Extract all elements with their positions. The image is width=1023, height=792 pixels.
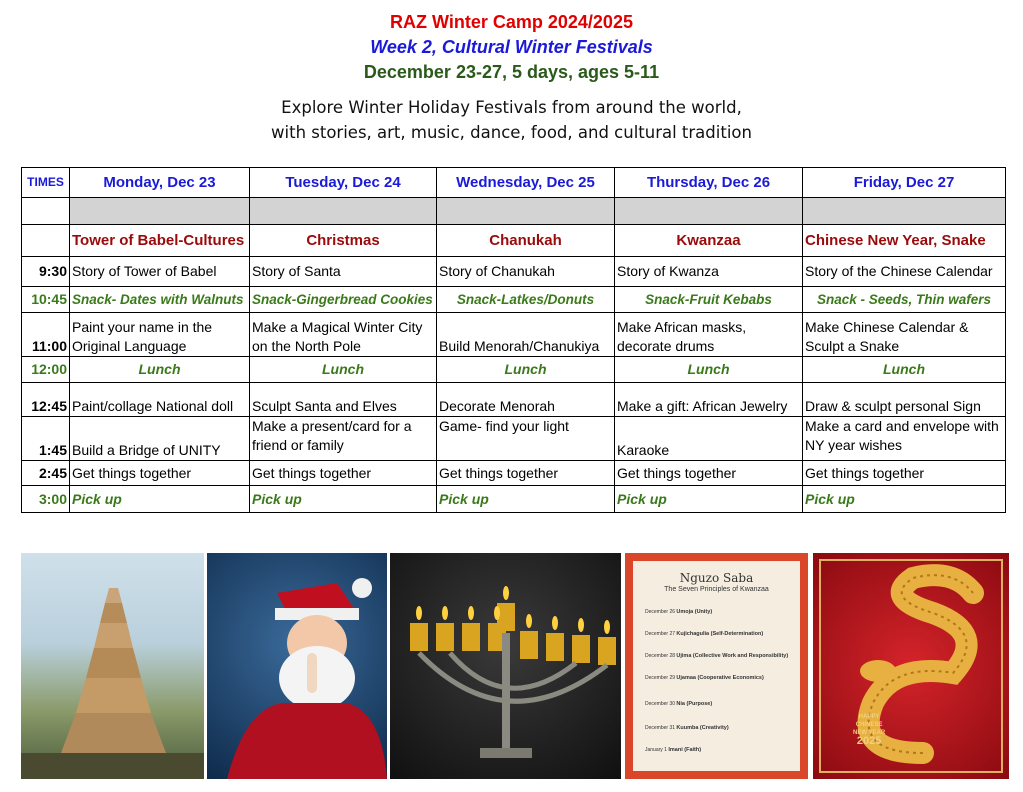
time-cell: 1:45 (22, 417, 70, 461)
times-header: TIMES (22, 168, 70, 198)
table-row (22, 461, 1006, 486)
snack-cell: Snack-Fruit Kebabs (615, 287, 803, 313)
spacer-cell (437, 198, 615, 225)
activity-cell: Decorate Menorah (437, 383, 615, 417)
activity-cell: Get things together (803, 461, 1006, 486)
snack-cell: Snack-Latkes/Donuts (437, 287, 615, 313)
spacer-cell (803, 198, 1006, 225)
tower-of-babel-image (21, 553, 204, 779)
snack-cell: Snack - Seeds, Thin wafers (803, 287, 1006, 313)
kwanzaa-date: January 1 (645, 747, 667, 753)
activity-cell: Make a gift: African Jewelry (615, 383, 803, 417)
lunch-cell: Lunch (70, 357, 250, 383)
snack-cell: Snack- Dates with Walnuts (70, 287, 250, 313)
kwanzaa-principle: Kujichagulia (Self-Determination) (676, 631, 764, 637)
ny-line: CHINESE (855, 722, 883, 728)
lunch-cell: Lunch (437, 357, 615, 383)
time-cell: 11:00 (22, 313, 70, 357)
ny-line: HAPPY (858, 714, 880, 720)
tower-illustration (21, 553, 204, 779)
activity-cell: Get things together (250, 461, 437, 486)
activity-cell: Story of Santa (250, 257, 437, 287)
activity-cell: Make a Magical Winter City on the North Pole (250, 313, 437, 357)
menorah-illustration (390, 553, 621, 779)
activity-cell: Get things together (437, 461, 615, 486)
time-cell: 2:45 (22, 461, 70, 486)
kwanzaa-principle: Ujima (Collective Work and Responsibility) (676, 653, 789, 659)
spacer-cell (250, 198, 437, 225)
kwanzaa-item (645, 701, 712, 707)
festival-blank (22, 225, 70, 257)
table-row (22, 257, 1006, 287)
santa-illustration (207, 553, 387, 779)
kwanzaa-item (645, 653, 788, 659)
pickup-cell: Pick up (70, 486, 250, 513)
time-cell: 12:00 (22, 357, 70, 383)
activity-cell: Draw & sculpt personal Sign (803, 383, 1006, 417)
kwanzaa-date: December 27 (645, 631, 676, 637)
menorah-image (390, 553, 621, 779)
spacer-row (22, 198, 1006, 225)
kwanzaa-image (625, 553, 808, 779)
kwanzaa-date: December 30 (645, 701, 676, 707)
kwanzaa-title: Nguzo Saba (679, 571, 754, 585)
day-header: Friday, Dec 27 (803, 168, 1006, 198)
kwanzaa-date: December 29 (645, 675, 676, 681)
spacer-cell (22, 198, 70, 225)
kwanzaa-item (645, 675, 764, 681)
table-row (22, 287, 1006, 313)
lunch-cell: Lunch (615, 357, 803, 383)
table-row (22, 486, 1006, 513)
activity-cell: Game- find your light (437, 417, 615, 461)
activity-cell: Story of the Chinese Calendar (803, 257, 1006, 287)
time-cell: 12:45 (22, 383, 70, 417)
day-header: Monday, Dec 23 (70, 168, 250, 198)
activity-cell: Paint/collage National doll (70, 383, 250, 417)
kwanzaa-date: December 31 (645, 725, 676, 731)
schedule-table (21, 167, 1006, 513)
intro-line-2: with stories, art, music, dance, food, and cultural tradition (271, 123, 752, 142)
santa-image (207, 553, 387, 779)
kwanzaa-date: December 26 (645, 609, 676, 615)
lunch-cell: Lunch (803, 357, 1006, 383)
pickup-cell: Pick up (615, 486, 803, 513)
activity-cell: Paint your name in the Original Language (70, 313, 250, 357)
festival-name: Chanukah (437, 225, 615, 257)
activity-cell: Get things together (70, 461, 250, 486)
activity-cell: Make a card and envelope with NY year wishes (803, 417, 1006, 461)
time-cell: 3:00 (22, 486, 70, 513)
kwanzaa-item (645, 609, 712, 615)
table-row (22, 383, 1006, 417)
table-row (22, 417, 1006, 461)
activity-cell: Make Chinese Calendar & Sculpt a Snake (803, 313, 1006, 357)
kwanzaa-principle: Kuumba (Creativity) (676, 725, 729, 731)
dates-line: December 23-27, 5 days, ages 5-11 (363, 62, 660, 82)
camp-title: RAZ Winter Camp 2024/2025 (390, 12, 633, 32)
kwanzaa-item (645, 747, 701, 753)
activity-cell: Get things together (615, 461, 803, 486)
table-row (22, 313, 1006, 357)
activity-cell: Make a present/card for a friend or family (250, 417, 437, 461)
activity-cell: Story of Tower of Babel (70, 257, 250, 287)
kwanzaa-item (645, 631, 763, 637)
kwanzaa-date: December 28 (645, 653, 676, 659)
festival-name: Tower of Babel-Cultures (70, 225, 250, 257)
activity-cell: Build Menorah/Chanukiya (437, 313, 615, 357)
pickup-cell: Pick up (437, 486, 615, 513)
time-cell: 9:30 (22, 257, 70, 287)
day-header: Tuesday, Dec 24 (250, 168, 437, 198)
table-row (22, 357, 1006, 383)
festival-row (22, 225, 1006, 257)
kwanzaa-principle: Nia (Purpose) (676, 701, 713, 707)
kwanzaa-principle: Imani (Faith) (668, 747, 702, 753)
activity-cell: Karaoke (615, 417, 803, 461)
day-header: Thursday, Dec 26 (615, 168, 803, 198)
day-header: Wednesday, Dec 25 (437, 168, 615, 198)
kwanzaa-principle: Ujamaa (Cooperative Economics) (676, 675, 764, 681)
activity-cell: Sculpt Santa and Elves (250, 383, 437, 417)
ny-line: NEW YEAR (853, 730, 886, 736)
snack-cell: Snack-Gingerbread Cookies (250, 287, 437, 313)
intro-line-1: Explore Winter Holiday Festivals from around the world, (281, 98, 742, 117)
lunch-cell: Lunch (250, 357, 437, 383)
festival-name: Kwanzaa (615, 225, 803, 257)
chinese-new-year-image (813, 553, 1009, 779)
ny-year: 2025 (856, 735, 882, 747)
activity-cell: Build a Bridge of UNITY (70, 417, 250, 461)
activity-cell: Story of Kwanza (615, 257, 803, 287)
activity-cell: Story of Chanukah (437, 257, 615, 287)
ny-greeting (853, 713, 885, 745)
activity-cell: Make African masks, decorate drums (615, 313, 803, 357)
festival-name: Chinese New Year, Snake (803, 225, 1006, 257)
pickup-cell: Pick up (250, 486, 437, 513)
week-subtitle: Week 2, Cultural Winter Festivals (370, 37, 653, 57)
days-row (22, 168, 1006, 198)
kwanzaa-subtitle: The Seven Principles of Kwanzaa (664, 586, 769, 593)
kwanzaa-item (645, 725, 729, 731)
image-strip (0, 553, 1023, 779)
spacer-cell (615, 198, 803, 225)
festival-name: Christmas (250, 225, 437, 257)
spacer-cell (70, 198, 250, 225)
pickup-cell: Pick up (803, 486, 1006, 513)
snake-illustration (813, 553, 1009, 779)
time-cell: 10:45 (22, 287, 70, 313)
kwanzaa-principle: Umoja (Unity) (676, 609, 713, 615)
